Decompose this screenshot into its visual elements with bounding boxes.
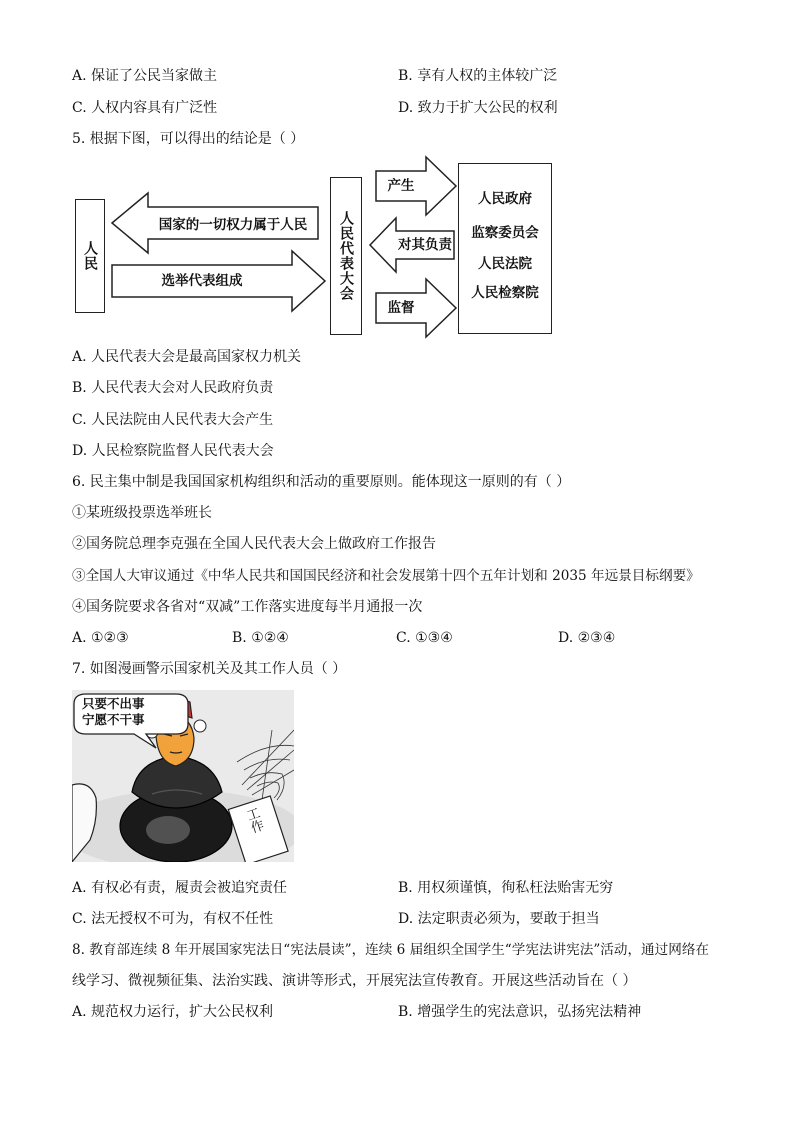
organ-government: 人民政府: [478, 191, 532, 207]
q6-item-2: ②国务院总理李克强在全国人民代表大会上做政府工作报告: [72, 536, 436, 552]
q6-stem: 6. 民主集中制是我国国家机构组织和活动的重要原则。能体现这一原则的有（ ）: [72, 474, 571, 490]
arrow-top-label: 国家的一切权力属于人民: [158, 217, 308, 233]
paper-label: 工作: [242, 805, 265, 836]
npc-box: [330, 177, 362, 335]
q6-option-c: C. ①③④: [396, 630, 453, 646]
q6-item-3: ③全国人大审议通过《中华人民共和国国民经济和社会发展第十四个五年计划和 2035 年远景目标纲要》: [72, 568, 700, 584]
q6-option-b: B. ①②④: [232, 630, 289, 646]
q7-stem: 7. 如图漫画警示国家机关及其工作人员（ ）: [72, 661, 347, 677]
speech-bubble-line1: 只要不出事: [82, 696, 145, 711]
q5-option-c: C. 人民法院由人民代表大会产生: [72, 412, 274, 428]
q8-option-b: B. 增强学生的宪法意识，弘扬宪法精神: [398, 1004, 642, 1020]
q6-option-a: A. ①②③: [72, 630, 129, 646]
organ-procuratorate: 人民检察院: [471, 285, 539, 301]
q5-option-a: A. 人民代表大会是最高国家权力机关: [72, 349, 302, 365]
q5-stem: 5. 根据下图，可以得出的结论是（ ）: [72, 131, 305, 147]
q5-option-b: B. 人民代表大会对人民政府负责: [72, 380, 274, 396]
organ-supervisory-commission: 监察委员会: [471, 225, 539, 241]
organ-court: 人民法院: [478, 256, 532, 272]
q5-diagram: [70, 155, 560, 345]
q8-option-a: A. 规范权力运行，扩大公民权利: [72, 1004, 274, 1020]
arrow-supervise-label: 监督: [387, 300, 415, 316]
q7-option-a: A. 有权必有责，履责会被追究责任: [72, 880, 288, 896]
q6-item-1: ①某班级投票选举班长: [72, 505, 212, 521]
npc-label: 人民代表大会: [338, 211, 354, 301]
q6-option-d: D. ②③④: [558, 630, 616, 646]
arrow-produce-label: 产生: [387, 178, 415, 194]
q7-option-c: C. 法无授权不可为，有权不任性: [72, 911, 274, 927]
people-label: 人民: [82, 241, 98, 271]
q5-option-d: D. 人民检察院监督人民代表大会: [72, 443, 274, 459]
q4-option-c: C. 人权内容具有广泛性: [72, 100, 218, 116]
q7-option-b: B. 用权须谨慎，徇私枉法贻害无穷: [398, 880, 614, 896]
arrow-responsible-label: 对其负责: [398, 237, 452, 253]
arrow-bottom-label: 选举代表组成: [161, 273, 243, 289]
q4-option-d: D. 致力于扩大公民的权利: [398, 100, 558, 116]
organs-box: [458, 163, 552, 334]
speech-bubble-line2: 宁愿不干事: [82, 712, 145, 727]
q8-stem-line1: 8. 教育部连续 8 年开展国家宪法日“宪法晨读”，连续 6 届组织全国学生“学宪法讲宪法”活动，通过网络在: [72, 942, 710, 958]
q7-option-d: D. 法定职责必须为，要敢于担当: [398, 911, 600, 927]
q6-item-4: ④国务院要求各省对“双减”工作落实进度每半月通报一次: [72, 599, 423, 615]
q4-option-b: B. 享有人权的主体较广泛: [398, 68, 558, 84]
q8-stem-line2: 线学习、微视频征集、法治实践、演讲等形式，开展宪法宣传教育。开展这些活动旨在（ ）: [72, 973, 637, 989]
q7-cartoon: [72, 690, 294, 862]
q4-option-a: A. 保证了公民当家做主: [72, 68, 218, 84]
